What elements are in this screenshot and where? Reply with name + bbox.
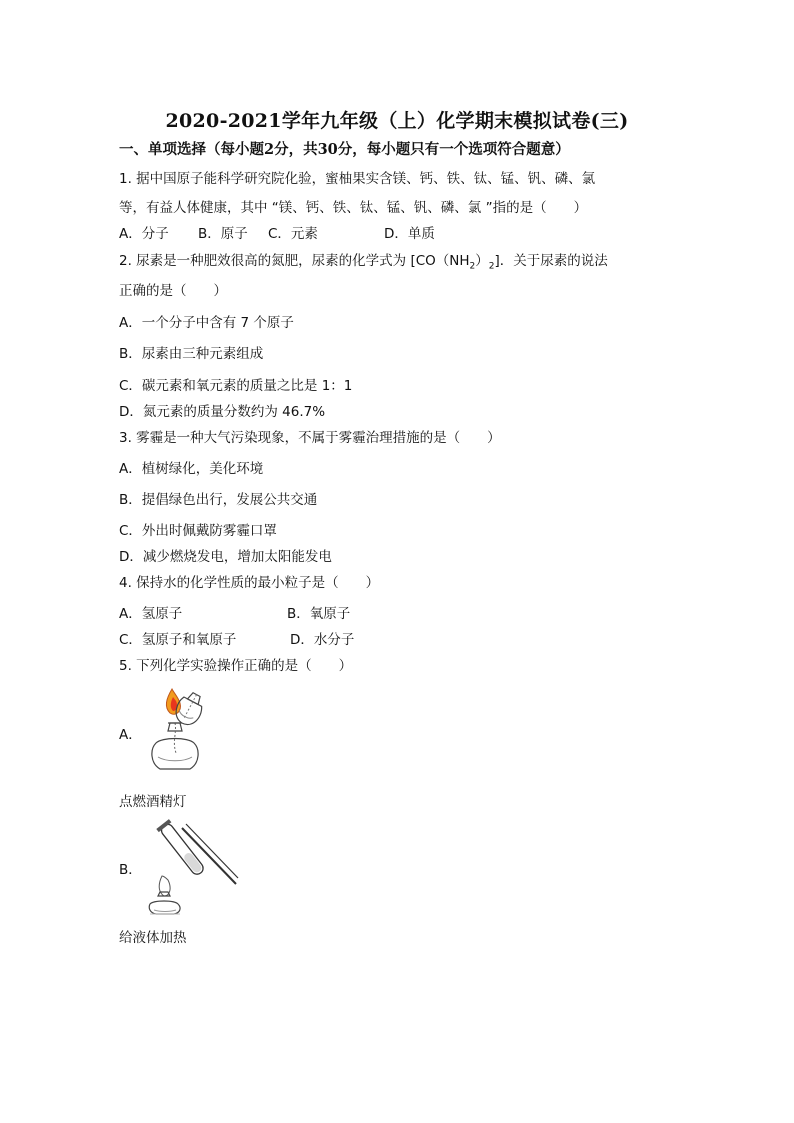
q2-text-mid: ）	[475, 253, 489, 269]
q1-option-d: D．单质	[384, 226, 435, 242]
q2-option-b: B．尿素由三种元素组成	[119, 346, 264, 362]
q5-option-b-caption: 给液体加热	[119, 930, 187, 946]
page-title: 2020-2021学年九年级（上）化学期末模拟试卷(三)	[165, 110, 629, 132]
q2-text-pre: 2. 尿素是一种肥效很高的氮肥，尿素的化学式为 [CO（NH	[119, 253, 470, 269]
section-heading: 一、单项选择（每小题2分，共30分，每小题只有一个选项符合题意）	[119, 141, 570, 158]
q5-line-1: 5. 下列化学实验操作正确的是（ ）	[119, 658, 353, 674]
q2-sub-2: 2	[488, 261, 495, 272]
q2-option-c: C．碳元素和氧元素的质量之比是 1：1	[119, 378, 353, 394]
q4-option-d: D．水分子	[290, 632, 355, 648]
q2-sub-1: 2	[469, 261, 476, 272]
test-tube-heating-figure	[146, 814, 240, 916]
q5-option-a-caption: 点燃酒精灯	[119, 794, 187, 810]
q5-option-a-label: A．	[119, 727, 142, 743]
q4-option-a: A．氢原子	[119, 606, 183, 622]
q4-line-1: 4. 保持水的化学性质的最小粒子是（ ）	[119, 575, 380, 591]
q1-option-b: B．原子	[198, 226, 248, 242]
alcohol-lamp-figure	[146, 683, 228, 775]
q2-text-post: ]．关于尿素的说法	[494, 253, 608, 269]
q4-option-c: C．氢原子和氧原子	[119, 632, 237, 648]
q1-option-c: C．元素	[268, 226, 318, 242]
q3-line-1: 3. 雾霾是一种大气污染现象，不属于雾霾治理措施的是（ ）	[119, 430, 501, 446]
q3-option-b: B．提倡绿色出行，发展公共交通	[119, 492, 318, 508]
q1-option-a: A．分子	[119, 226, 169, 242]
q1-line-1: 1. 据中国原子能科学研究院化验，蜜柚果实含镁、钙、铁、钛、锰、钒、磷、氯	[119, 171, 596, 187]
q2-line-1	[119, 249, 608, 272]
q1-line-2: 等，有益人体健康，其中 “镁、钙、铁、钛、锰、钒、磷、氯 ”指的是（ ）	[119, 200, 588, 216]
q4-option-b: B．氧原子	[287, 606, 351, 622]
q2-option-a: A．一个分子中含有 7 个原子	[119, 315, 294, 331]
q3-option-a: A．植树绿化，美化环境	[119, 461, 264, 477]
q2-line-2: 正确的是（ ）	[119, 283, 227, 299]
q3-option-d: D．减少燃烧发电，增加太阳能发电	[119, 549, 332, 565]
q3-option-c: C．外出时佩戴防雾霾口罩	[119, 523, 277, 539]
q5-option-b-label: B．	[119, 862, 142, 878]
q2-option-d: D．氮元素的质量分数约为 46.7%	[119, 404, 326, 420]
